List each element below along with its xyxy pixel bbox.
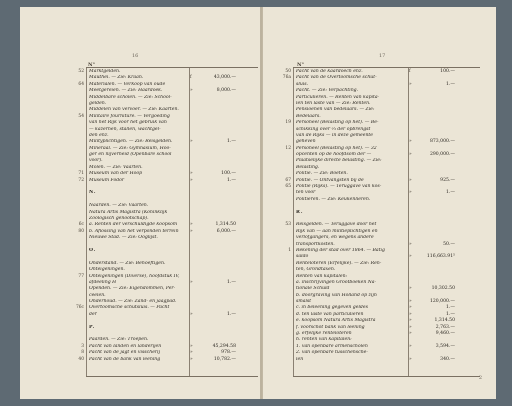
entry-text: O. xyxy=(89,247,97,253)
currency-mark: » xyxy=(190,139,193,145)
entry-text: c. in beleening gegeven geldes xyxy=(296,305,368,311)
entry-amount: 1.— xyxy=(446,81,455,87)
entry-amount: 10,782.— xyxy=(213,356,236,362)
entry-text: Pacht van de kaardoech enz. xyxy=(296,69,363,74)
currency-mark: » xyxy=(190,177,193,183)
entry-text: len xyxy=(296,356,304,362)
number-column-label: N° xyxy=(297,62,305,68)
currency-mark: » xyxy=(409,286,412,292)
entry-text: Bedelaars. xyxy=(296,113,321,119)
entry-text: Pacht van de Overtoomsche schut- xyxy=(296,75,377,81)
entry-text: verlofgangers, en wegens andere xyxy=(296,235,374,241)
entry-text: Personeel (Belasting op het). — Be- xyxy=(296,120,379,126)
entry-text: van de Rijks — in deze gemeente xyxy=(296,132,374,138)
entry-text: len ten laste van — Zie: Renten. xyxy=(296,100,371,106)
ledger-rows xyxy=(75,69,258,363)
entry-text: Middelbare scholen. — Zie: School- xyxy=(89,94,172,100)
currency-mark: » xyxy=(190,222,193,228)
entry-text: Mauthei. — Zie: Kraan. xyxy=(89,75,144,81)
entry-text: Openden. — Zie: Eigendommen, Per- xyxy=(89,286,176,292)
entry-amount: 1.— xyxy=(227,311,236,317)
entry-amount: 1.— xyxy=(227,177,236,183)
ledger-row xyxy=(78,356,258,363)
entry-text: Onderhoud. — Zie: Zand- en jaagpad. xyxy=(89,299,177,305)
entry-text: schikking over ⅔ der opbrengst xyxy=(296,126,371,132)
entry-text: den enz. xyxy=(89,132,109,138)
entry-text: Middelen van vervoer. — Zie: Kaarten. xyxy=(89,107,179,113)
entry-text: Militaire fourniture. — Vergoeding xyxy=(89,113,170,119)
entry-amount: 1.— xyxy=(227,279,236,285)
entry-number: 77 xyxy=(78,273,84,279)
entry-amount: 100.— xyxy=(440,69,455,74)
entry-text: Reisgelden. — Teruggave door het xyxy=(296,222,377,228)
entry-number: 72 xyxy=(78,177,84,183)
entry-text: Particulieren. — Renten van kapita- xyxy=(296,94,380,100)
currency-mark: » xyxy=(409,152,412,158)
entry-number: 76a xyxy=(282,75,291,81)
entry-text: Onteigeningen. xyxy=(89,267,125,273)
currency-mark: » xyxy=(409,299,412,305)
entry-text: transportkosten. xyxy=(296,241,335,247)
entry-text: Mineraal. — Zie: Gymnasium, Hoo- xyxy=(89,145,171,151)
entry-amount: 873,000.— xyxy=(429,139,455,145)
entry-text: d. ten laste van particulieren xyxy=(296,311,364,317)
entry-number: 1 xyxy=(288,247,291,253)
entry-text: der xyxy=(89,311,97,317)
ledger-table xyxy=(282,67,480,377)
entry-text: 2. van openbare tusschensche- xyxy=(296,350,368,356)
entry-text: Molen. — Zie: Vaarten. xyxy=(89,164,143,170)
entry-number: 80 xyxy=(78,228,84,234)
currency-mark: » xyxy=(409,254,412,260)
currency-mark: » xyxy=(409,139,412,145)
entry-amount: 925.— xyxy=(440,177,455,183)
entry-amount: 1.— xyxy=(446,311,455,317)
entry-text: saldo xyxy=(296,254,309,260)
entry-text: h. renten van kapitalen: xyxy=(296,337,352,343)
entry-number: 19 xyxy=(285,120,291,126)
entry-text: geheven xyxy=(296,139,316,145)
entry-text: Politieren. — Zie: Keukenlieren. xyxy=(296,196,371,202)
entry-text: Politie. — Zie: Boeten. xyxy=(296,171,348,177)
entry-amount: 45,294.58 xyxy=(212,343,236,349)
currency-mark: » xyxy=(190,88,193,94)
entry-text: f. voorschot bank van leening xyxy=(296,324,365,330)
currency-mark: » xyxy=(409,356,412,362)
currency-mark: » xyxy=(190,350,193,356)
entry-text: Pacht van landen en landerijen xyxy=(89,343,162,349)
entry-text: Paarden. — Zie: Troepen. xyxy=(89,337,149,343)
entry-text: N. xyxy=(89,190,97,196)
entry-text: opcenten op de hoofdsom der — xyxy=(296,152,372,158)
entry-amount: 2,763.— xyxy=(435,324,455,330)
currency-mark: » xyxy=(190,171,193,177)
entry-text: Milityplichtigen. — Zie: Reisgelden. xyxy=(89,139,173,145)
currency-mark: » xyxy=(409,305,412,311)
currency-mark: f xyxy=(190,75,192,81)
entry-number: 8 xyxy=(81,350,84,356)
entry-amount: 1,314.50 xyxy=(434,318,455,324)
entry-text: Natura Artis Magistra (Koninklijk xyxy=(89,209,168,215)
entry-text: a. inschrijvingen Grootboeken Na- xyxy=(296,279,377,285)
currency-mark: » xyxy=(409,190,412,196)
entry-text: P. xyxy=(89,324,96,330)
entry-number: 6c xyxy=(78,222,84,228)
entry-text: tionale Schuld xyxy=(296,286,330,292)
entry-text: a. Renten der verschuldigde koopsom xyxy=(89,222,178,228)
entry-amount: 43,000.— xyxy=(213,75,236,81)
entry-text: Meetgereien. — Zie: Haardoek. xyxy=(89,88,163,94)
entry-amount: 978.— xyxy=(221,350,236,356)
page-number: 16 xyxy=(132,53,139,59)
entry-amount: 50.— xyxy=(443,241,455,247)
entry-number: 54 xyxy=(78,113,84,119)
entry-amount: 290,000.— xyxy=(429,152,455,158)
entry-number: 64 xyxy=(78,81,84,87)
entry-text: Zoologisch genootschap). xyxy=(89,215,149,221)
currency-mark: » xyxy=(190,356,193,362)
entry-text: Personeel (Belasting op het). — 32 xyxy=(296,145,377,151)
entry-text: Pacht van de jagt en visscherij xyxy=(89,350,160,356)
entry-text: Pensioenen van bedelaars. — Zie: xyxy=(296,107,375,113)
entry-amount: 120,000.— xyxy=(429,299,455,305)
currency-mark: » xyxy=(409,324,412,330)
entry-amount: 1.— xyxy=(227,139,236,145)
entry-amount: 8,000.— xyxy=(216,88,236,94)
entry-text: Pacht. — Zie: Verpachting. xyxy=(296,88,359,94)
entry-text: ten voor xyxy=(296,190,316,196)
entry-text: Nieuwe Stad. — Zie: Ooglijst. xyxy=(89,235,158,241)
entry-text: Pacht van de bank van leening xyxy=(89,356,161,362)
currency-mark: » xyxy=(190,311,193,317)
entry-text: Rekening der stad over 1864. — Batig xyxy=(296,247,385,253)
entry-text: sluis. xyxy=(296,81,309,87)
entry-number: 40 xyxy=(78,356,84,362)
entry-text: van het Rijk voor het gebruik van xyxy=(89,120,167,126)
entry-text: Renteloteren (Erfelijke). — Zie: Ren- xyxy=(296,260,382,266)
entry-text: 1. van openbare armenscholen xyxy=(296,343,368,349)
entry-text: afdeeling H xyxy=(89,279,117,285)
currency-mark: » xyxy=(409,81,412,87)
entry-number: 12 xyxy=(285,145,291,151)
currency-mark: f xyxy=(409,69,411,74)
page-number: 17 xyxy=(379,53,386,59)
currency-mark: » xyxy=(190,228,193,234)
entry-text: Overtoomsche schutsluis. — Pacht xyxy=(89,305,170,311)
currency-mark: » xyxy=(190,343,193,349)
entry-amount: 1.— xyxy=(446,190,455,196)
currency-mark: » xyxy=(409,177,412,183)
entry-text: Politie (Rijks). — Teruggave van kos- xyxy=(296,184,382,190)
entry-text: Rijk van — aan militieplichtigen en xyxy=(296,228,378,234)
corner-mark: 2 xyxy=(478,375,482,381)
entry-amount: 1,314.50 xyxy=(215,222,236,228)
entry-text: ten, Grondtaxen. xyxy=(296,267,336,273)
entry-text: Museum Fodor xyxy=(89,177,125,183)
entry-text: Marktgelden. xyxy=(89,69,121,74)
left-page xyxy=(20,7,260,399)
entry-number: 76c xyxy=(75,305,84,311)
entry-number: 65 xyxy=(285,184,291,190)
entry-text: b. Aflossing van het verponden terrein xyxy=(89,228,179,234)
right-page xyxy=(263,7,496,399)
entry-amount: 1.— xyxy=(446,305,455,311)
entry-number: 67 xyxy=(285,177,291,183)
entry-number: 52 xyxy=(78,69,84,74)
currency-mark: » xyxy=(409,318,412,324)
ledger-row xyxy=(293,357,480,363)
ledger-table xyxy=(75,67,258,377)
entry-text: Materialen. — Verkoop van oude xyxy=(89,81,166,87)
entry-text: Onteigeningen (Diverse), hoofdstuk IV, xyxy=(89,273,180,279)
entry-text: b. doorgraving van Holland op zijn xyxy=(296,292,377,298)
entry-amount: 116,663.91⁵ xyxy=(426,254,455,260)
entry-text: Naarden. — Zie: Vaarten. xyxy=(89,203,149,209)
currency-mark: » xyxy=(409,311,412,317)
entry-text: Plaatselijke directe belasting. — Zie: xyxy=(296,158,382,164)
currency-mark: » xyxy=(409,343,412,349)
entry-text: — kazernen, stallen, wachtgel- xyxy=(89,126,161,132)
entry-amount: 6,000.— xyxy=(216,228,236,234)
entry-number: 71 xyxy=(78,171,84,177)
entry-number: 50 xyxy=(285,69,291,74)
entry-number: 53 xyxy=(285,222,291,228)
entry-amount: 3,594.— xyxy=(435,343,455,349)
currency-mark: » xyxy=(190,279,193,285)
entry-text: e. koopsom Natura Artis Magistra xyxy=(296,318,376,324)
entry-text: voor). xyxy=(89,158,103,164)
entry-text: R. xyxy=(296,209,304,215)
entry-text: Onderstand. — Zie: Behoeftigen. xyxy=(89,260,166,266)
ledger-rows xyxy=(282,69,480,363)
entry-text: gelden. xyxy=(89,100,107,106)
entry-amount: 10,302.50 xyxy=(431,286,455,292)
currency-mark: » xyxy=(409,241,412,247)
entry-text: Renten van kapitalen: xyxy=(296,273,348,279)
entry-amount: 9,460.— xyxy=(435,331,455,337)
entry-text: ger en nijverheid (Openbare school xyxy=(89,152,172,158)
entry-number: 3 xyxy=(81,343,84,349)
entry-text: g. erfelijke renteloteren xyxy=(296,331,352,337)
entry-text: smalst xyxy=(296,299,312,305)
number-column-label: N° xyxy=(88,62,96,68)
entry-amount: 100.— xyxy=(221,171,236,177)
entry-text: Belasting. xyxy=(296,164,320,170)
entry-text: Politie. — Ontvangsten bij de xyxy=(296,177,364,183)
entry-text: ceelen. xyxy=(89,292,106,298)
entry-amount: 340.— xyxy=(440,356,455,362)
currency-mark: » xyxy=(409,331,412,337)
entry-text: Museum van der Hoop xyxy=(89,171,143,177)
